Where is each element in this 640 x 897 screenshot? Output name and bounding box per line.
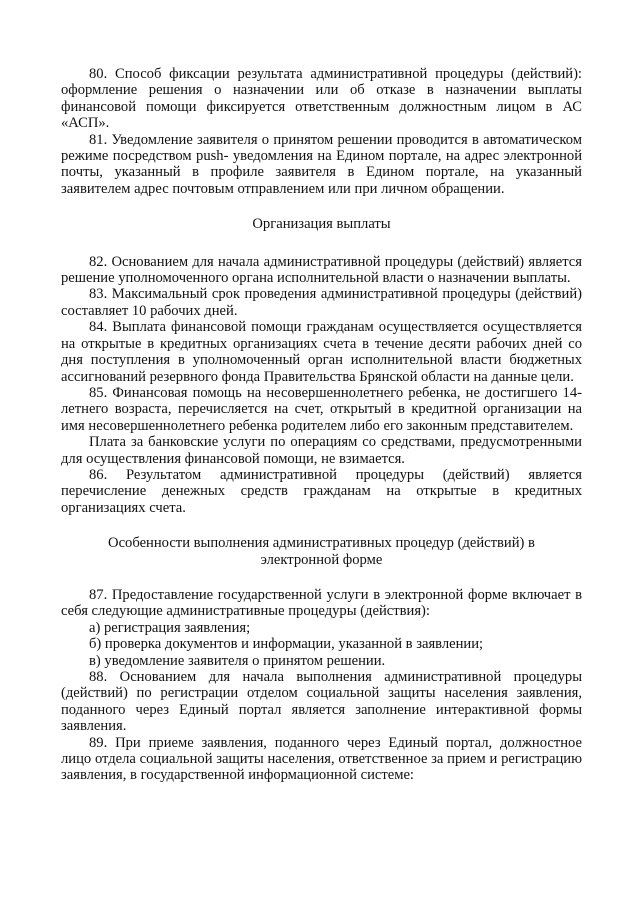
paragraph-85: 85. Финансовая помощь на несовершеннолетнего ребенка, не достигшего 14-летнего возраста, перечисляется на счет, открытый в кредитной организации на имя несовершеннолетнего ребенка родителем либо его законным представителем. [61, 384, 582, 434]
paragraph-88: 88. Основанием для начала выполнения административной процедуры (действий) по регистрации отделом социальной защиты населения заявления, поданного через Единый портал является заполнение интерактивной формы заявления. [61, 669, 582, 735]
paragraph-80: 80. Способ фиксации результата административной процедуры (действий): оформление решения о назначении или об отказе в назначении выплаты финансовой помощи фиксируется ответственным должностным лицом в АС «АСП». [61, 66, 582, 132]
paragraph-83: 83. Максимальный срок проведения административной процедуры (действий) составляет 10 рабочих дней. [61, 286, 582, 319]
list-item-b: б) проверка документов и информации, указанной в заявлении; [89, 636, 484, 653]
section-heading-electronic-line1: Особенности выполнения административных процедур (действий) в [108, 535, 535, 552]
paragraph-86: 86. Результатом административной процедуры (действий) является перечисление денежных средств гражданам на открытые в кредитных организациях счета. [61, 466, 582, 516]
list-item-c: в) уведомление заявителя о принятом решении. [89, 652, 386, 669]
paragraph-fee: Плата за банковские услуги по операциям со средствами, предусмотренными для осуществления финансовой помощи, не взимается. [61, 434, 582, 467]
paragraph-82: 82. Основанием для начала административной процедуры (действий) является решение уполномоченного органа исполнительной власти о назначении выплаты. [61, 253, 582, 287]
section-heading-electronic [61, 535, 582, 568]
paragraph-87: 87. Предоставление государственной услуги в электронной форме включает в себя следующие административные процедуры (действия): [61, 586, 582, 620]
paragraph-89: 89. При приеме заявления, поданного через Единый портал, должностное лицо отдела социальной защиты населения, ответственное за прием и регистрацию заявления, в государственной информационной системе: [61, 734, 582, 784]
paragraph-81: 81. Уведомление заявителя о принятом решении проводится в автоматическом режиме посредством push- уведомления на Едином портале, на адрес электронной почты, указанный в профиле заявителя в Едином портале, на указанный заявителем адрес почтовым отправлением или при личном обращении. [61, 131, 582, 197]
document-page [61, 66, 582, 784]
paragraph-84: 84. Выплата финансовой помощи гражданам осуществляется осуществляется на открытые в кредитных организациях счета в течение десяти рабочих дней со дня поступления в уполномоченный орган исполнительной власти бюджетных ассигнований резервного фонда Правительства Брянской области на данные цели. [61, 319, 582, 385]
section-heading-payment: Организация выплаты [252, 216, 391, 233]
section-heading-electronic-line2: электронной форме [260, 551, 383, 568]
list-item-a: а) регистрация заявления; [89, 619, 251, 636]
